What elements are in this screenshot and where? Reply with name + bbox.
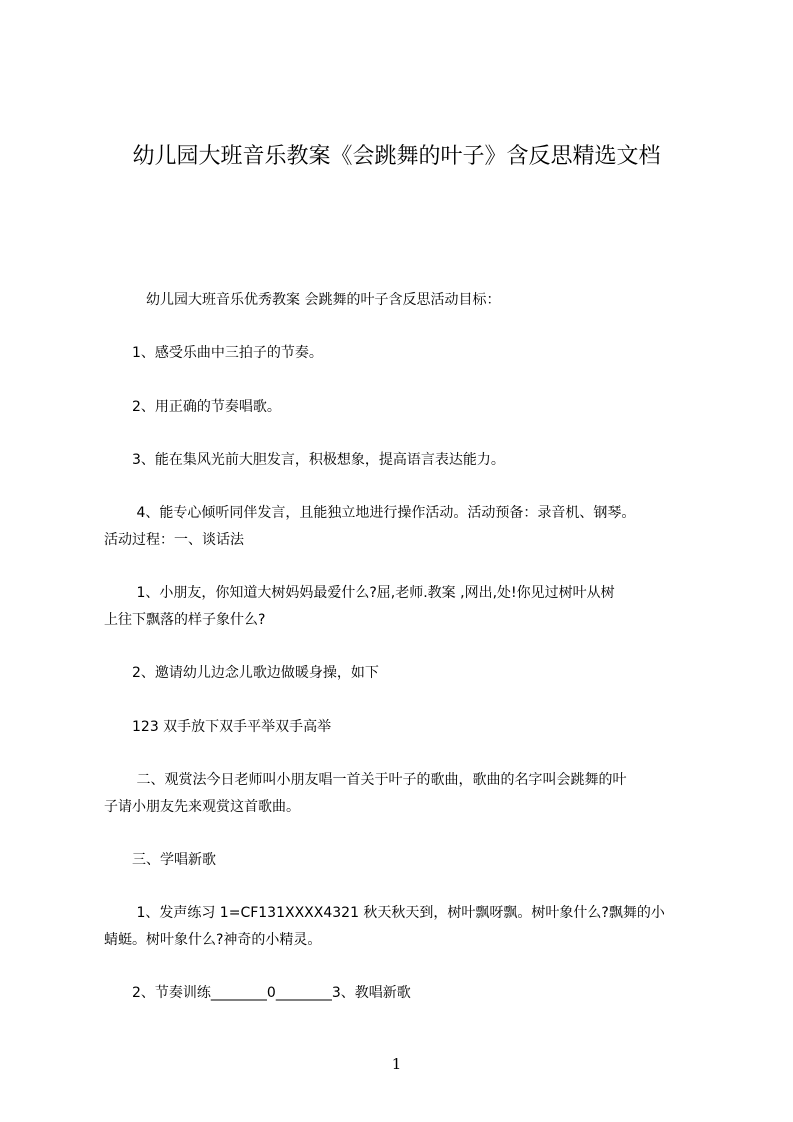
paragraph-line: 子请小朋友先来观赏这首歌曲。 — [104, 799, 300, 815]
paragraph-line: 1、发声练习 1=CF131XXXX4321 秋天秋天到，树叶飘呀飘。树叶象什么?飘舞的小 — [104, 905, 665, 921]
paragraph-process-2 — [104, 660, 704, 687]
paragraph-line: 三、学唱新歌 — [104, 852, 216, 868]
paragraph-line: 1、小朋友，你知道大树妈妈最爱什么?屈,老师.教案 ,网出,处!你见过树叶从树 — [104, 585, 615, 601]
paragraph-goal-1 — [104, 340, 704, 367]
paragraph-line: 123 双手放下双手平举双手高举 — [104, 719, 332, 735]
page-number: 1 — [391, 1055, 402, 1073]
paragraph-goal-4 — [104, 500, 704, 554]
paragraph-learn-song — [104, 847, 704, 874]
paragraph-appreciation — [104, 767, 704, 821]
paragraph-line: 2、邀请幼儿边念儿歌边做暖身操，如下 — [104, 665, 379, 681]
paragraph-intro — [104, 287, 704, 314]
paragraph-process-1 — [104, 580, 704, 634]
paragraph-line: 二、观赏法今日老师叫小朋友唱一首关于叶子的歌曲，歌曲的名字叫会跳舞的叶 — [104, 772, 627, 788]
paragraph-line: 幼儿园大班音乐优秀教案 会跳舞的叶子含反思活动目标： — [104, 292, 501, 308]
paragraph-line: 上往下飘落的样子象什么? — [104, 612, 266, 628]
paragraph-line: 2、节奏训练________0________3、教唱新歌 — [104, 985, 411, 1001]
paragraph-line: 1、感受乐曲中三拍子的节奏。 — [104, 345, 323, 361]
paragraph-line: 2、用正确的节奏唱歌。 — [104, 399, 281, 415]
paragraph-line: 活动过程：一、谈话法 — [104, 532, 244, 548]
paragraph-rhythm-training — [104, 980, 704, 1007]
paragraph-goal-3 — [104, 447, 704, 474]
paragraph-line: 蜻蜓。树叶象什么?神奇的小精灵。 — [104, 932, 322, 948]
paragraph-goal-2 — [104, 394, 704, 421]
paragraph-line: 3、能在集风光前大胆发言，积极想象，提高语言表达能力。 — [104, 452, 505, 468]
paragraph-vocal-practice — [104, 900, 704, 954]
document-title: 幼儿园大班音乐教案《会跳舞的叶子》含反思精选文档 — [132, 144, 661, 169]
paragraph-line: 4、能专心倾听同伴发言，且能独立地进行操作活动。活动预备：录音机、钢琴。 — [104, 505, 636, 521]
paragraph-rhyme — [104, 714, 704, 741]
